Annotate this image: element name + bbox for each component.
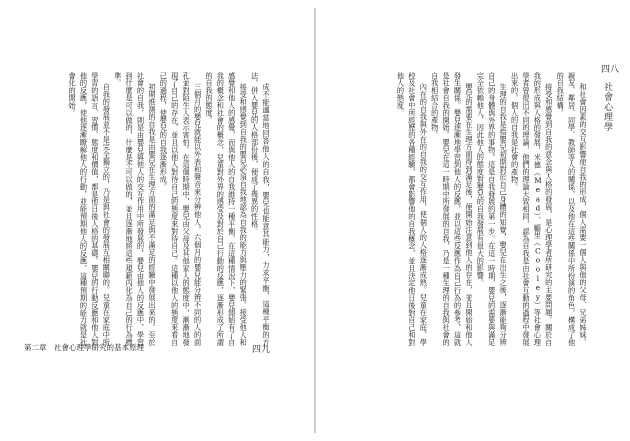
paragraph: 接受和感覺到自我的嬰兒必須自我地認為自我的能力與壓力的緊張。接受他人和感覺和他人的感覺，而與他人的自我維持一種平衡，在這種情況下，嬰兒開始有了自我的概念和社會的概念，兒童對外界的感受及對於自己行動的反應，逐漸形成了所謂的自我的態度。 — [204, 72, 249, 346]
paragraph: 生理的自我是指嬰兒初期對於自己身體的知覺，嬰兒在出生之後，逐漸能夠分辨自己的身體與外界的事物，這是自我發展的第一步。在這一時期，嬰兒的需要與滿足完全依賴他人，因此他人的態度對嬰兒的自我發展有很大的影響。 — [476, 72, 509, 346]
paragraph: 自我的發展並不是完全獨立的，乃是與社會的發展互相關聯的。兒童在家庭中所學習的語言、習慣、態度和價值，都是他日後人格的基礎。嬰兒的行動反應和他人對他的反應，使他逐漸瞭解他人的行動，並能預期他人的反應，這種預期的能力就是社會化的開始。 — [68, 72, 112, 346]
paragraph: 初期推測的自我是由嬰兒在生理方面的滿足與不滿足的經驗中發展出來的。至於社會的自我，則是由嬰兒與他人的交互作用中所發展的，嬰兒由他人的反應中，學習到什麼是可以做的，什麼是不可以做的，並且逐漸地將這些規範內化為自己的行為標準。 — [113, 72, 157, 346]
page-number: 四九 — [252, 345, 271, 355]
paragraph: 嬰兒的需要在生理方面得到滿足後，便開始注意到他人的存在，並且開始和他人發生關係。嬰兒逐漸地學習到他人的反應，並以這些反應作為自己行為的參考，這就是社會自我的開始。嬰兒在這一時期中所發展的自我，乃是一種生理的自我與社會的自我相結合的產物。 — [430, 72, 474, 346]
paragraph: 成不能適當地回答他人的自我，嬰兒也能意其能力，力求平衡，這種平衡的方法，併入嬰兒的人格部份後，便成了幾異的性格。 — [250, 72, 271, 346]
body-text-left — [24, 72, 272, 346]
page-number: 四八 — [601, 65, 620, 75]
body-text-right — [341, 72, 589, 346]
paragraph: 內在的自我與外在的自我的交互作用，使個人的人格逐漸成熟。兒童在家庭、學校及社會中所經歷的各種經驗，都會影響他的自我概念，並且決定他日後對自己和對他人的態度。 — [396, 72, 429, 346]
paragraph: 接受和感覺到自我的意念與人格的發展，是心理學者所研究的主要問題。關於自我的形成與人格的發展，米德（Mead）、顧里（Cooley）等社會心理學者曾提出不同的理論，他們的理論大致相同，認為自我是由社會互動的過程中發展出來的，個人的自我是社會的產物。 — [510, 72, 554, 346]
running-header: 社會心理學 — [602, 82, 612, 132]
paragraph: 三個月的嬰兒就能以外表和聲音來分辨他人，六個月的嬰兒能分辨不同的人的面孔並對陌生人表示害怕。在這個時期中，嬰兒由父母及其他家人的態度中，漸漸地發現了自己的存在，並且以他人對待自己的態度來對待自己。這種以他人的態度來看自己的過程，使嬰兒的自我逐漸形成。 — [159, 72, 203, 346]
paragraph: 和社會因素的交互影響使自我的形成，個人需要一個人與他的父母、兄弟姊妹、親友、鄰居、同學、教師等人的關係，以及他在這些關係中所扮演的角色，構成了他的自我結構。 — [556, 72, 588, 346]
right-page — [315, 0, 630, 441]
running-footer: 第二章 社會心理學研究的基本原理 — [24, 343, 144, 352]
